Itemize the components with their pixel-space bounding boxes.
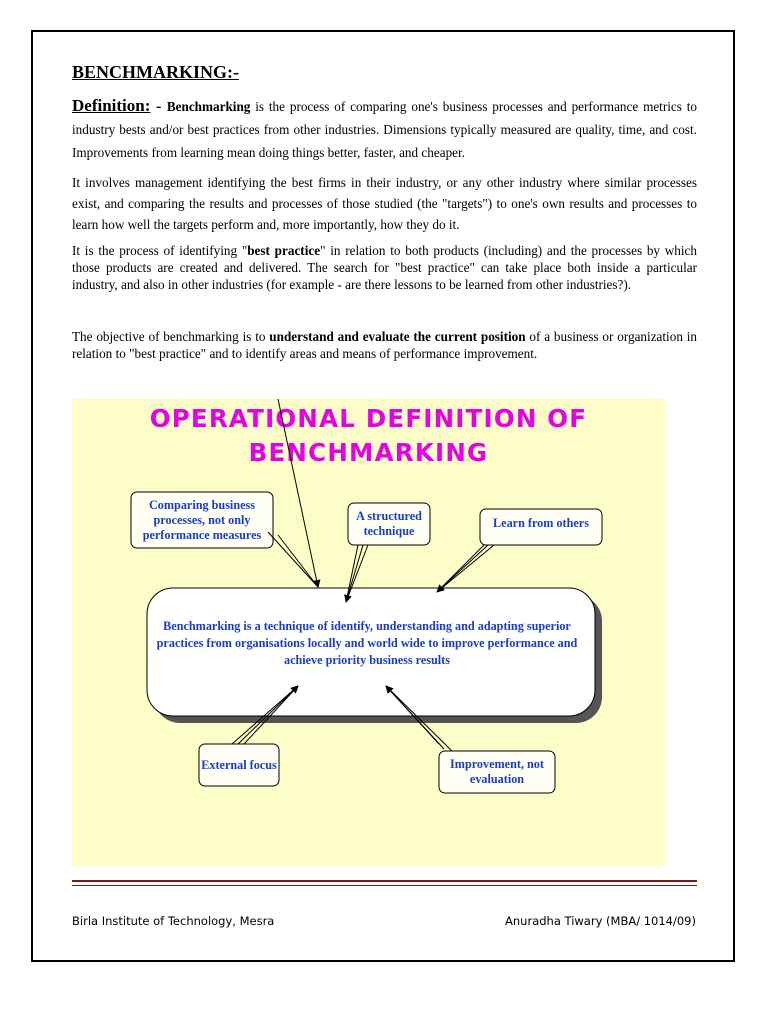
arrow-learn bbox=[437, 545, 488, 592]
definition-label: Definition: bbox=[72, 96, 151, 115]
para4-bold: understand and evaluate the current position bbox=[269, 329, 526, 344]
footer-author: Anuradha Tiwary (MBA/ 1014/09) bbox=[505, 914, 696, 928]
paragraph-identifying-firms: It involves management identifying the best firms in their industry, or any other industry where similar processes exist, and comparing the results and processes of those studied (the "targets") to one's own results and processes to learn how well the targets perform and, more importantly, how they do it. bbox=[72, 175, 697, 232]
definition-text: is the process of comparing one's business processes and performance metrics to industry bests and/or best practices from other industries. Dimensions typically measured are quality, time, and cost. Improvements from learning mean doing things better, faster, and cheaper. bbox=[72, 99, 698, 160]
definition-paragraph bbox=[72, 94, 697, 164]
paragraph-objective bbox=[72, 328, 697, 362]
footer-institution: Birla Institute of Technology, Mesra bbox=[72, 914, 275, 928]
diagram-title-line1: OPERATIONAL DEFINITION OF bbox=[149, 404, 588, 433]
pointer-comparing bbox=[268, 532, 318, 587]
para4-post: of a business or organization in relation to "best practice" and to identify areas and means of performance improvement. bbox=[72, 329, 697, 361]
callout-improvement: Improvement, not evaluation bbox=[450, 757, 544, 786]
center-definition-text: Benchmarking is a technique of identify, understanding and adapting superior practices from organisations locally and world wide to improve performance and achieve priority business results bbox=[156, 619, 578, 667]
callout-comparing: Comparing business processes, not only performance measures bbox=[142, 497, 262, 542]
para3-post: " in relation to both products (including) and the processes by which those products are created and delivered. The search for "best practice" can take place both inside a particular industry, and also in other industries (for example - are there lessons to be learned from other industries?). bbox=[72, 243, 697, 292]
footer-divider-thick bbox=[72, 880, 697, 882]
footer-divider-thin bbox=[72, 885, 697, 886]
callout-learn: Learn from others bbox=[493, 515, 589, 530]
arrow-comparing bbox=[278, 399, 318, 587]
para4-pre: The objective of benchmarking is to bbox=[72, 329, 270, 344]
pointer-learn bbox=[437, 545, 494, 592]
callout-external: External focus bbox=[201, 757, 277, 772]
para3-bold: best practice bbox=[247, 243, 321, 258]
definition-term: Benchmarking bbox=[166, 99, 251, 114]
callout-structured: A structured technique bbox=[356, 509, 422, 538]
operational-definition-diagram bbox=[72, 399, 665, 866]
page-heading: BENCHMARKING:- bbox=[72, 62, 239, 82]
definition-dash: - bbox=[150, 98, 167, 115]
para3-pre: It is the process of identifying " bbox=[72, 243, 248, 258]
paragraph-best-practice bbox=[72, 242, 697, 293]
diagram-title-line2: BENCHMARKING bbox=[248, 438, 489, 467]
